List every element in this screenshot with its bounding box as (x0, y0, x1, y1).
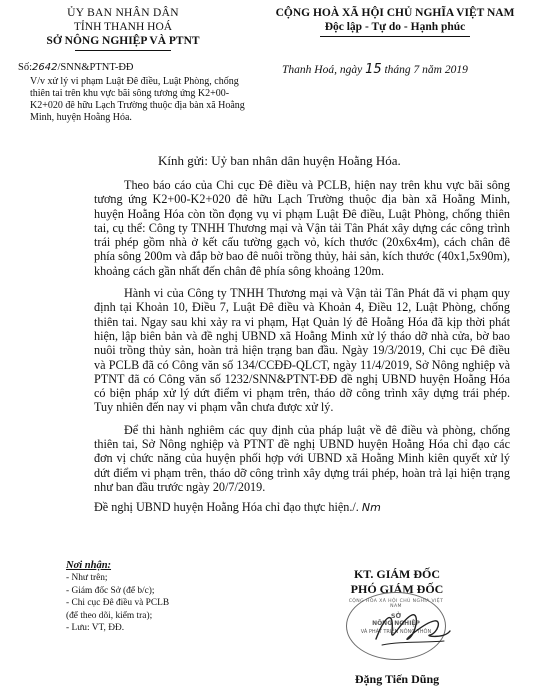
national-title: CỘNG HOÀ XÃ HỘI CHỦ NGHĨA VIỆT NAM (275, 7, 515, 19)
document-subject: V/v xử lý vi phạm Luật Đê điều, Luật Phòng, chống thiên tai trên khu vực bãi sông tương ứng K2+00-K2+020 đê hữu Lạch Trường thuộc địa bàn xã Hoằng Minh, huyện Hoằng Hóa. (30, 76, 245, 123)
recipient-item: - Lưu: VT, ĐĐ. (66, 623, 125, 634)
body-paragraph-3: Để thi hành nghiêm các quy định của pháp luật về đê điều và phòng, chống thiên tai, Sở Nông nghiệp và PTNT đề nghị UBND huyện Hoằng Hóa chỉ đạo các đơn vị chức năng của huyện phối hợp với UBND xã Hoằng Minh kiên quyết xử lý dứt điểm vi phạm trên, tháo dỡ công trình xây dựng trái phép, hoàn trả lại hiện trạng như ban đầu trước ngày 20/7/2019. (94, 422, 510, 494)
date-suffix: tháng 7 năm 2019 (381, 64, 468, 76)
agency-header (18, 6, 228, 51)
body-request (94, 500, 510, 515)
doc-number-suffix: /SNN&PTNT-ĐĐ (57, 62, 134, 73)
signature-line-1: KT. GIÁM ĐỐC (353, 567, 441, 581)
body-paragraph-1: Theo báo cáo của Chi cục Đê điều và PCLB, hiện nay trên khu vực bãi sông tương ứng K2+00-K2+020 đê hữu Lạch Trường thuộc địa bàn xã Hoằng Minh, huyện Hoằng Hóa còn tồn đọng vụ vi phạm Luật Đê điều, Luật Phòng, chống thiên tai, cụ thể: Công ty TNHH Thương mại và Vận tải Tân Phát xây dựng các công trình trái phép gồm nhà ở kết cấu tường gạch vỏ, kích thước (20x6x4m), cách chân đê phía sông 200m và đắp bờ bao đê nuôi trồng thủy, hải sản, kích thước (40x1,5x90m), khoảng cách gần nhất đến chân đê phía sông khoảng 120m. (94, 178, 510, 278)
date-prefix: Thanh Hoá, ngày (282, 64, 366, 76)
stamp-center-2: NÔNG NGHIỆP (372, 620, 420, 627)
stamp-center-1: SỞ (390, 612, 402, 620)
handwritten-signature (372, 605, 452, 653)
signature-line-2: PHÓ GIÁM ĐỐC (350, 582, 444, 596)
request-text: Đề nghị UBND huyện Hoằng Hóa chỉ đạo thực hiện./. (94, 500, 359, 515)
agency-line-1: ỦY BAN NHÂN DÂN (67, 7, 179, 19)
signer-name: Đặng Tiến Dũng (354, 672, 440, 686)
body-paragraph-2: Hành vi của Công ty TNHH Thương mại và Vận tải Tân Phát đã vi phạm quy định tại Khoản 10, Điều 7, Luật Đê điều và Khoản 4, Điều 12, Luật Phòng, chống thiên tai. Ngay sau khi xảy ra vi phạm, Hạt Quản lý đê Hoằng Hóa đã kịp thời phát hiện, lập biên bản và đề nghị UBND xã Hoằng Minh xử lý tháo dỡ nhà cửa, bờ bao nuôi trồng thủy sản, hoàn trả hiện trạng ban đầu. Ngày 19/3/2019, Chi cục Đê điều và PCLB đã có Công văn số 134/CCĐĐ-QLCT, ngày 11/4/2019, Sở Nông nghiệp và PTNT đã có Công văn số 1232/SNN&PTNT-ĐĐ đề nghị UBND huyện Hoằng Hóa có biện pháp xử lý dứt điểm vi phạm trên, tháo dỡ công trình xây dựng trái phép. Tuy nhiên đến nay vi phạm vẫn chưa được xử lý. (94, 286, 510, 415)
motto-underline (320, 36, 470, 37)
national-motto: Độc lập - Tự do - Hạnh phúc (324, 21, 466, 33)
agency-underline (75, 50, 171, 51)
doc-number-prefix: Số: (18, 62, 33, 73)
recipient-item: - Giám đốc Sở (để b/c); (66, 585, 155, 596)
stamp-ring-text: CỘNG HÒA XÃ HỘI CHỦ NGHĨA VIỆT NAM (348, 599, 444, 609)
recipients-heading: Nơi nhận: (66, 560, 112, 571)
stamp-center-3: VÀ PHÁT TRIỂN NÔNG THÔN (360, 629, 432, 635)
letter-body (94, 178, 510, 524)
doc-number-handwritten: 2642 (32, 62, 58, 73)
greeting: Kính gửi: Uỷ ban nhân dân huyện Hoằng Hóa. (158, 153, 401, 168)
recipient-item: (để theo dõi, kiểm tra); (66, 610, 153, 621)
recipient-item: - Như trên; (66, 573, 108, 584)
national-header (250, 6, 540, 37)
date-day: 15 (365, 62, 382, 77)
recipient-item: - Chi cục Đê điều và PCLB (66, 598, 170, 609)
agency-name: SỞ NÔNG NGHIỆP VÀ PTNT (46, 35, 200, 47)
document-date (282, 62, 468, 77)
recipients-list (66, 560, 169, 634)
initial-mark: Nm (361, 501, 381, 515)
document-number (18, 62, 134, 73)
agency-line-2: TỈNH THANH HOÁ (73, 21, 173, 33)
